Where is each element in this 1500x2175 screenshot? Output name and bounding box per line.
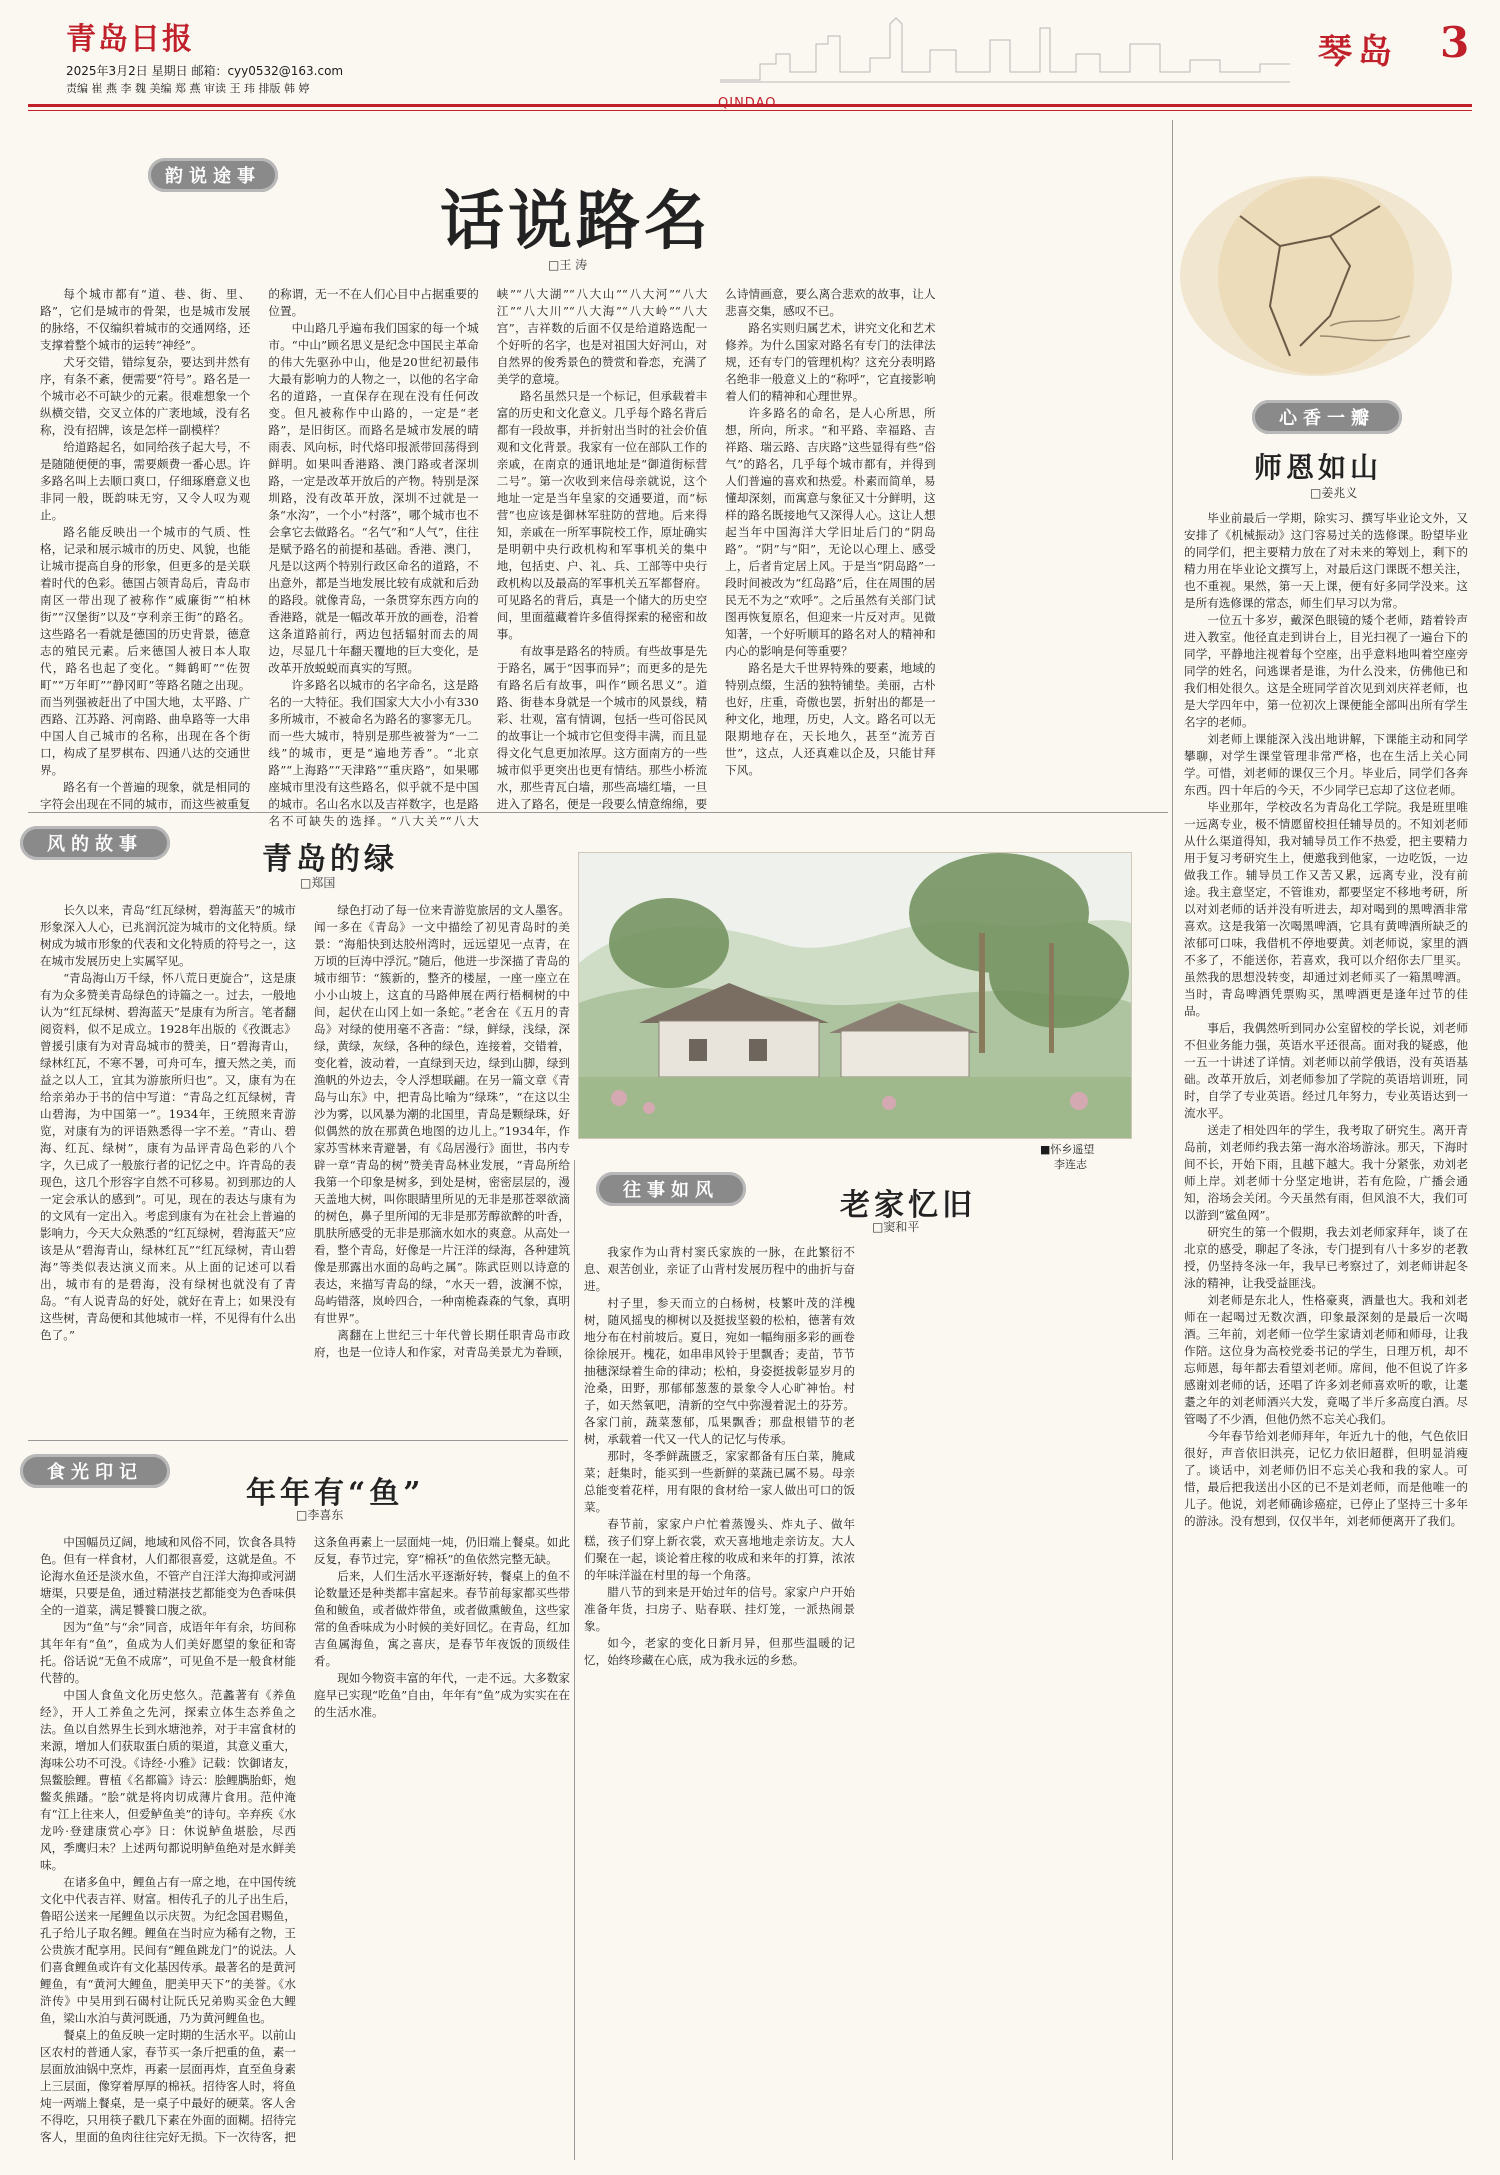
paragraph: 现如今物资丰富的年代，一走不远。大多数家庭早已实现“吃鱼”自由，年年有“鱼”成为实实在在的生活水准。 <box>314 1671 570 1719</box>
painting-caption <box>1040 1142 1130 1172</box>
masthead-rule <box>28 104 1472 107</box>
paragraph: 村子里，参天而立的白杨树，枝繁叶茂的洋槐树，随风摇曳的柳树以及挺拔坚毅的松柏，德著有效地分布在村前坡后。夏日，宛如一幅绚丽多彩的画卷徐徐展开。槐花，如串串风铃于里飘香；麦苗，节节抽穗深绿着生命的律动；松柏，身姿挺拔彰显岁月的沧桑，田野，那郁郁葱葱的景象令人心旷神怡。村子，如天然氧吧，清新的空气中弥漫着泥土的芬芳。各家门前，蔬菜葱郁，瓜果飘香；那盘根错节的老树，承载着一代又一代人的记忆与传承。 <box>584 1296 855 1446</box>
paragraph: 事后，我偶然听到同办公室留校的学长说，刘老师不但业务能力强，英语水平还很高。面对我的疑惑，他一五一十讲述了详情。刘老师以前学俄语，没有英语基础。改革开放后，刘老师参加了学院的英语培训班，同时，自学了专业英语。经过几年努力，专业英语达到一流水平。 <box>1184 1021 1468 1120</box>
paragraph: 春节前，家家户户忙着蒸馒头、炸丸子、做年糕，孩子们穿上新衣裳，欢天喜地地走亲访友。大人们聚在一起，谈论着庄稼的收成和来年的打算，浓浓的年味洋溢在村里的每一个角落。 <box>584 1517 855 1582</box>
paragraph: 路名有一个普遍的现象，就是相同的字符会出现在不同的城市，而这些被重复的称谓，无一不在人们心目中占据重要的位置。 <box>40 287 479 811</box>
paragraph: 长久以来，青岛“红瓦绿树，碧海蓝天”的城市形象深入人心，已兆润沉淀为城市的文化特质。绿树成为城市形象的代表和文化特质的符号之一，这在城市发展历史上实属罕见。 <box>40 903 296 968</box>
painting-author: 李连志 <box>1054 1158 1087 1171</box>
painting-title: ■怀乡遥望 <box>1040 1143 1095 1156</box>
article-byline-green: □郑国 <box>300 876 336 890</box>
newspaper-logo: 青岛日报 <box>66 22 194 57</box>
article-body-home <box>584 1244 1144 2159</box>
paragraph: 我家作为山背村窦氏家族的一脉，在此繁衍不息、艰苦创业，亲证了山背村发展历程中的曲折与奋进。 <box>584 1245 855 1293</box>
section-name: 琴岛 <box>1318 32 1398 72</box>
paragraph: 路名能反映出一个城市的气质、性格，记录和展示城市的历史、风貌，也能让城市提高自身的形象，但更多的是关联着时代的色彩。德国占领青岛后，青岛市南区一带出现了被称作“威廉街”“柏林街”“汉堡街”以及“亨利亲王街”的路名。这些路名一看就是德国的历史背景，德意志的殖民元素。后来德国人被日本人取代，路名也起了变化。“舞鹤町”“佐贺町”“万年町”“静冈町”等路名随之出现。而当列强被赶出了中国大地，太平路、广西路、江苏路、河南路、曲阜路等一大串中国人自己城市的名称，出现在各个街口，构成了星罗棋布、四通八达的交通世界。 <box>40 525 251 777</box>
paragraph: 如今，老家的变化日新月异，但那些温暖的记忆，始终珍藏在心底，成为我永远的乡愁。 <box>584 1636 855 1667</box>
sculpture-illustration <box>1180 176 1452 376</box>
paragraph: 路名是大千世界特殊的要素，地域的特别点缀，生活的独特铺垫。美丽，古朴也好，庄重，奇傲也罢，折射出的都是一种文化，地理，历史，人文。路名可以无限期地存在，天长地久，甚至“流芳百世”，这点，人还真难以企及，只能甘拜下风。 <box>725 661 936 777</box>
paragraph: 路名实则归属艺术，讲究文化和艺术修养。为什么国家对路名有专门的法律法规，还有专门的管理机构？这充分表明路名绝非一般意义上的“称呼”，它直接影响着人们的精神和心理世界。 <box>725 321 936 403</box>
paragraph: 给道路起名，如同给孩子起大号，不是随随便便的事，需要颇费一番心思。许多路名叫上去顺口爽口，仔细琢磨意义也非同一般，既韵味无穷，又令人叹为观止。 <box>40 440 251 522</box>
article-byline-teacher: □姜兆义 <box>1310 486 1358 500</box>
paragraph: 餐桌上的鱼反映一定时期的生活水平。以前山区农村的普通人家，春节买一条斤把重的鱼，素一层面放油锅中烹炸，再素一层面再炸，直至鱼身素上三层面，像穿着厚厚的棉袄。招待客人时，将鱼炖一两端上餐桌，是一桌子中最好的硬菜。客人舍不得吃，只用筷子戳几下素在外面的面糊。招待完客人，里面的鱼肉往往完好无损。下一次待客，把这条鱼再素上一层面炖一炖，仍旧端上餐桌。如此反复，春节过完，穿“棉袄”的鱼依然完整无缺。 <box>40 1535 570 2144</box>
paragraph: 有故事是路名的特质。有些故事是先于路名，属于“因事而异”；而更多的是先有路名后有故事，叫作“顾名思义”。道路、街巷本身就是一个城市的风景线，精彩、壮观，富有情调，包括一些可俗民风的故事让一个城市它但变得丰满，而且显得文化气息更加浓厚。这方面南方的一些城市似乎更突出也更有情结。那些小桥流水，那些青瓦白墙，那些高墙红墙，一旦进入了路名，便是一段要么情意绵绵，要么诗情画意，要么离合悲欢的故事，让人悲喜交集，感叹不已。 <box>496 287 936 811</box>
paragraph: 因为“鱼”与“余”同音，成语年年有余，坊间称其年年有“鱼”，鱼成为人们美好愿望的象征和寄托。俗话说“无鱼不成席”，可见鱼不是一般食材能代替的。 <box>40 1620 296 1685</box>
paragraph: 中山路几乎遍布我们国家的每一个城市。“中山”顾名思义是纪念中国民主革命的伟大先驱孙中山，他是20世纪初最伟大最有影响力的人物之一，以他的名字命名的道路，一直保存在现在没有任何改变。但凡被称作中山路的，一定是“老路”，是旧街区。而路名是城市发展的晴雨表、风向标，时代烙印报派带回荡得到鲜明。如果叫香港路、澳门路或者深圳路，一定是改革开放后的产物。特别是深圳路，没有改革开放，深圳不过就是一条“水沟”，一个小“村落”，哪个城市也不会拿它去做路名。“名气”和“人气”，住往是赋予路名的前提和基础。香港、澳门，凡是以这两个特别行政区命名的道路，不出意外，都是当地发展比较有成就和后劲的路段。就像青岛，一条贯穿东西方向的香港路，就是一幅改革开放的画卷，沿着这条道路前行，两边包括辐射而去的周边，尽显几十年翻天覆地的巨大变化，是改革开放蜕蜕而真实的写照。 <box>268 321 479 675</box>
article-title-lumin: 话说路名 <box>440 184 712 259</box>
article-body-fish <box>40 1534 570 2159</box>
column-tag-home: 往事如风 <box>596 1172 746 1206</box>
column-divider <box>574 1160 575 2160</box>
paragraph: 许多路名以城市的名字命名，这是路名的一大特征。我们国家大大小小有330多所城市，不被命名为路名的寥寥无几。而一些大城市，特别是那些被誉为“一二线”的城市，更是“遍地芳香”。“北京路”“上海路”“天津路”“重庆路”，如果哪座城市里没有这些路名，似乎就不是中国的城市。名山名水以及吉祥数字，也是路名不可缺失的选择。“八大关”“八大峡”“八大湖”“八大山”“八大河”“八大江”“八大川”“八大海”“八大岭”“八大宫”，吉祥数的后面不仅是给道路选配一个好听的名字，也是对祖国大好河山，对自然界的俊秀景色的赞赏和眷恋，充满了美学的意境。 <box>268 287 708 828</box>
masthead-rule-thin <box>28 110 1472 111</box>
article-title-fish: 年年有“鱼” <box>246 1476 425 1511</box>
paragraph: 后来，人们生活水平逐渐好转，餐桌上的鱼不论数量还是种类都丰富起来。春节前每家都买些带鱼和鲅鱼，或者做炸带鱼，或者做熏鲅鱼，这些家常的鱼香味成为小时候的美好回忆。在青岛，红加吉鱼属海鱼，寓之喜庆，是春节年夜饭的顶级佳肴。 <box>314 1569 570 1668</box>
painting-village <box>578 852 1132 1139</box>
paragraph: 刘老师是东北人，性格豪爽，酒量也大。我和刘老师在一起喝过无数次酒，印象最深刻的是最后一次喝酒。三年前，刘老师一位学生家请刘老师和师母，让我作陪。这位身为高校党委书记的学生，日理万机，却不忘师恩，每年都去看望刘老师。席间，他不但说了许多感谢刘老师的话，还唱了许多刘老师喜欢听的歌，让耄耋之年的刘老师酒兴大发，竟喝了半斤多高度白酒。尽管喝了不少酒，但他仍然不忘关心我们。 <box>1184 1293 1468 1426</box>
article-title-green: 青岛的绿 <box>262 842 398 877</box>
article-title-home: 老家忆旧 <box>840 1188 976 1223</box>
column-tag-lumin: 韵说途事 <box>148 158 278 192</box>
paragraph: 路名虽然只是一个标记，但承载着丰富的历史和文化意义。几乎每个路名背后都有一段故事，并折射出当时的社会价值观和文化背景。我家有一位在部队工作的亲戚，在南京的通讯地址是“御道街标营二号”。第一次收到来信母亲就说，这个地址一定是当年皇家的交通要道，而“标营”也应该是御林军驻防的营地。后来得知，亲戚在一所军事院校工作，原址确实是明朝中央行政机构和军事机关的集中地，包括吏、户、礼、兵、工部等中央行政机构以及最高的军事机关五军都督府。可见路名的背后，真是一个储大的历史空间，里面蕴藏着许多值得探索的秘密和故事。 <box>496 389 708 641</box>
paragraph: 中国人食鱼文化历史悠久。范蠡著有《养鱼经》，开人工养鱼之先河，探索立体生态养鱼之法。鱼以自然界生长到水塘池养，对于丰富食材的来源，增加人们获取蛋白质的渠道，其意义重大，海味公功不可没。《诗经·小雅》记载：饮御诸友，炰鳖脍鲤。曹植《名都篇》诗云：脍鲤臇胎虾，炮鳖炙熊蹯。“脍”就是将肉切成薄片食用。范仲淹有“江上往来人，但爱鲈鱼美”的诗句。辛弃疾《水龙吟·登建康赏心亭》日：休说鲈鱼堪脍，尽西风，季鹰归未？上述两句都说明鲈鱼绝对是水鲜美味。 <box>40 1688 296 1872</box>
article-byline-home: □窦和平 <box>872 1220 920 1234</box>
page-number: 3 <box>1440 18 1470 67</box>
paragraph: 研究生的第一个假期，我去刘老师家拜年，谈了在北京的感受，聊起了冬泳，专门提到有八十多岁的老教授，仍坚持冬泳一年，我早已考察过了，刘老师讲起冬泳的精神，让我受益匪浅。 <box>1184 1225 1468 1290</box>
paragraph: 绿色打动了每一位来青游览旅居的文人墨客。闻一多在《青岛》一文中描绘了初见青岛时的美景：“海船快到达胶州湾时，远远望见一点青，在万顷的巨涛中浮沉。”随后，他进一步深描了青岛的城市细节：“簇新的，整齐的楼屋，一座一座立在小小山坡上，这直的马路伸展在两行梧桐树的中间，起伏在山冈上如一条蛇。”老舍在《五月的青岛》对绿的使用毫不吝啬：“绿，鲜绿，浅绿，深绿，黄绿，灰绿，各种的绿色，连接着，交错着，变化着，波动着，一直绿到天边，绿到山脚，绿到渔帆的外边去，令人浮想联翩。在另一篇文章《青岛与山东》中，把青岛比喻为“绿珠”，“在这以尘沙为雾，以风暴为潮的北国里，青岛是颗绿珠，好似偶然的放在那黄色地图的边儿上。”1934年，作家苏雪林来青避暑，有《岛居漫行》面世，书内专辟一章“青岛的树”赞美青岛林业发展，“青岛所给我第一个印象是树多，到处是树，密密层层的，漫天盖地大树，叫你眼睛里所见的无非是那苍翠欲滴的树色，鼻子里所闻的无非是那芳醇欲醉的叶香，肌肤所感受的无非是那滴水如水的爽意。从高处一看，整个青岛，好像是一片汪洋的绿海，各种建筑像是那露出水面的岛屿之属”。陈武臣则以诗意的表达，来描写青岛的绿，“水天一碧，波澜不惊，岛屿错落，岚岭四合，一种南桅森森的气象，真明有世界”。 <box>314 903 570 1325</box>
paragraph: 离翻在上世纪三十年代曾长期任职青岛市政府，也是一位诗人和作家，对青岛美景尤为眷顾， <box>314 1328 570 1359</box>
paragraph: 腊八节的到来是开始过年的信号。家家户户开始准备年货，扫房子、贴春联、挂灯笼，一派热闹景象。 <box>584 1585 855 1633</box>
paragraph: 一位五十多岁，戴深色眼镜的矮个老师，踏着铃声进入教室。他径直走到讲台上，目光扫视了一遍台下的同学，平静地注视着每个空座，出乎意料地叫着空座旁同学的姓名，问逃课者是谁，为什么没来，仿佛他已和我们相处很久。这是全班同学首次见到刘庆祥老师，也是大学四年中，第一位初次上课便能全部叫出所有学生名字的老师。 <box>1184 613 1468 729</box>
paragraph: 毕业前最后一学期，除实习、撰写毕业论文外，又安排了《机械振动》这门容易过关的选修课。盼望毕业的同学们，把主要精力放在了对未来的筹划上，剩下的精力用在毕业论文撰写上，对最后这门课既不想关注，也不重视。果然，第一天上课，便有好多同学没来。这是所有选修课的常态，师生们早习以为常。 <box>1184 511 1468 610</box>
paragraph: 许多路名的命名，是人心所思，所想，所向，所求。“和平路、幸福路、吉祥路、瑞云路、吉庆路”这些显得有些“俗气”的路名，几乎每个城市都有，并得到人们普遍的喜欢和热爱。朴素而简单，易懂却深刻，而寓意与象征又十分鲜明，这样的路名既接地气又深得人心。这让人想起当年中国海洋大学旧址后门的“阴岛路”。“阴”与“阳”，无论以心理上、感受上，后者肯定居上风。于是当“阴岛路”一段时间被改为“红岛路”后，住在周围的居民无不为之“欢呼”。之后虽然有关部门试图再恢复原名，但迎来一片反对声。见微知著，一个好听顺耳的路名对人的精神和内心的影响是何等重要？ <box>725 406 936 658</box>
city-skyline-illustration <box>720 14 1290 84</box>
section-divider <box>28 812 1168 813</box>
paragraph: 送走了相处四年的学生，我考取了研究生。离开青岛前，刘老师约我去第一海水浴场游泳。那天，下海时间不长，开始下雨，且越下越大。我十分紧张，劝刘老师上岸。刘老师十分坚定地讲，若有危险，广播会通知，浴场会关闭。今天虽然有雨，但风浪不大，我们可以游到“鲨鱼网”。 <box>1184 1123 1468 1222</box>
article-byline-lumin: □王 涛 <box>548 258 588 272</box>
paragraph: 每个城市都有“道、巷、街、里、路”，它们是城市的骨架，也是城市发展的脉络，不仅编织着城市的交通网络，还支撑着整个城市的运转“神经”。 <box>40 287 251 352</box>
column-tag-teacher: 心香一瓣 <box>1252 400 1402 434</box>
section-divider <box>28 1440 568 1441</box>
paragraph: “青岛海山万千绿，怀八荒日更旋合”，这是康有为众多赞美青岛绿色的诗篇之一。过去，一般地认为“红瓦绿树、碧海蓝天”是康有为所言。笔者翻阅资料，似不足成立。1928年出版的《孜溉志》曾援引康有为对青岛城市的赞美，日“碧海青山，绿林红瓦，不寒不暑，可舟可车，擅天然之美，而益之以人工，宜其为游旅所归也”。又，康有为在给亲弟办于书的信中写道：“青岛之红瓦绿树，青山碧海，为中国第一”。1934年，王统照来青游览，对康有为的评语熟悉得一字不差。“青山、碧海、红瓦、绿树”，康有为品评青岛色彩的八个字，久已成了一般旅行者的记忆之中。许青岛的表现色，这几个形容字自然不可移易。初到那边的人一定会承认的感到”。可见，现在的表达与康有为的文风有一定出入。考虑到康有为在社会上普遍的影响力，今天大众熟悉的“红瓦绿树，碧海蓝天”应该是从“碧海青山，绿林红瓦”“红瓦绿树，青山碧海”等类似表达演义而来。从上面的记述可以看出，城市有的是碧海，没有绿树也就没有了青岛。“有人说青岛的好处，就好在青上；如果没有这些树，青岛便和其他城市一样，不见得有什么出色了。” <box>40 971 296 1342</box>
dateline: 2025年3月2日 星期日 邮箱：cyy0532@163.com <box>66 64 344 78</box>
paragraph: 毕业那年，学校改名为青岛化工学院。我是班里唯一远离专业，极不情愿留校担任辅导员的。不知刘老师从什么渠道得知，我对辅导员工作不热爱，把主要精力用于复习考研究生上，便邀我到他家，一边吃饭，一边做我工作。辅导员工作又苦又累，远离专业，没有前途。我主意坚定，不管谁劝，都要坚定不移地考研，所以对刘老师的话并没有听进去，却对喝到的黑啤酒非常喜欢。这是我第一次喝黑啤酒，它具有黄啤酒所缺乏的浓郁可口味，我借机不停地要黄。刘老师说，家里的酒不多了，不能送你，若喜欢，我可以介绍你去厂里买。虽然我的思想没转变，却通过刘老师买了一箱黑啤酒。当时，青岛啤酒凭票购买，黑啤酒更是逢年过节的佳品。 <box>1184 800 1468 1018</box>
paragraph: 那时，冬季鲜蔬匮乏，家家都备有压白菜，腌咸菜；赶集时，能买到一些新鲜的菜蔬已属不易。母亲总能变着花样，用有限的食材给一家人做出可口的饭菜。 <box>584 1449 855 1514</box>
article-body-teacher <box>1184 510 1468 2160</box>
column-tag-green: 风的故事 <box>20 826 170 860</box>
article-title-teacher: 师恩如山 <box>1254 451 1383 484</box>
paragraph: 今年春节给刘老师拜年，年近九十的他，气色依旧很好，声音依旧洪亮，记忆力依旧超群，但明显消瘦了。谈话中，刘老师仍旧不忘关心我和我的家人。可惜，最后把我送出小区的已不是刘老师，而是他唯一的儿子。他说，刘老师确诊癌症，已停止了坚持三十多年的游泳。没有想到，仅仅半年，刘老师便离开了我们。 <box>1184 1429 1468 1528</box>
editorial-credits: 责编 崔 燕 李 魏 美编 郑 燕 审读 王 玮 排版 韩 婷 <box>66 82 310 95</box>
column-tag-fish: 食光印记 <box>20 1454 170 1488</box>
article-body-green <box>40 902 570 1362</box>
painting-illustration <box>579 853 1131 1138</box>
article-body-lumin <box>40 286 1164 836</box>
paragraph: 在诸多鱼中，鲤鱼占有一席之地，在中国传统文化中代表吉祥、财富。相传孔子的儿子出生后，鲁昭公送来一尾鲤鱼以示庆贺。为纪念国君赐鱼，孔子给儿子取名鲤。鲤鱼在当时应为稀有之物，王公贵族才配享用。民间有“鲤鱼跳龙门”的说法。人们喜食鲤鱼或许有文化基因传承。最著名的是黄河鲤鱼，有“黄河大鲤鱼，肥美甲天下”的美誉。《水浒传》中吴用到石碣村让阮氏兄弟购买金色大鲤鱼，梁山水泊与黄河既通，乃为黄河鲤鱼也。 <box>40 1875 296 2025</box>
column-divider <box>1172 120 1173 2160</box>
paragraph: 刘老师上课能深入浅出地讲解，下课能主动和同学攀聊，对学生课堂管理非常严格，也在生活上关心同学。可惜，刘老师的课仅三个月。毕业后，同学们各奔东西。四十年后的今天，不少同学已忘却了这位老师。 <box>1184 732 1468 797</box>
article-byline-fish: □李喜东 <box>296 1508 344 1522</box>
paragraph: 中国幅员辽阔，地域和风俗不同，饮食各具特色。但有一样食材，人们都很喜爱，这就是鱼。不论海水鱼还是淡水鱼，不管产自汪洋大海抑或河湖塘渠，只要是鱼，通过精湛技艺都能变为色香味俱全的一道菜，满足饕餮口腹之欲。 <box>40 1535 296 1617</box>
paragraph: 犬牙交错，错综复杂，要达到井然有序，有条不紊，便需要“符号”。路名是一个城市必不可缺少的元素。很难想象一个纵横交错，交叉立体的广袤地域，没有名称，没有招牌，该是怎样一副模样？ <box>40 355 251 437</box>
